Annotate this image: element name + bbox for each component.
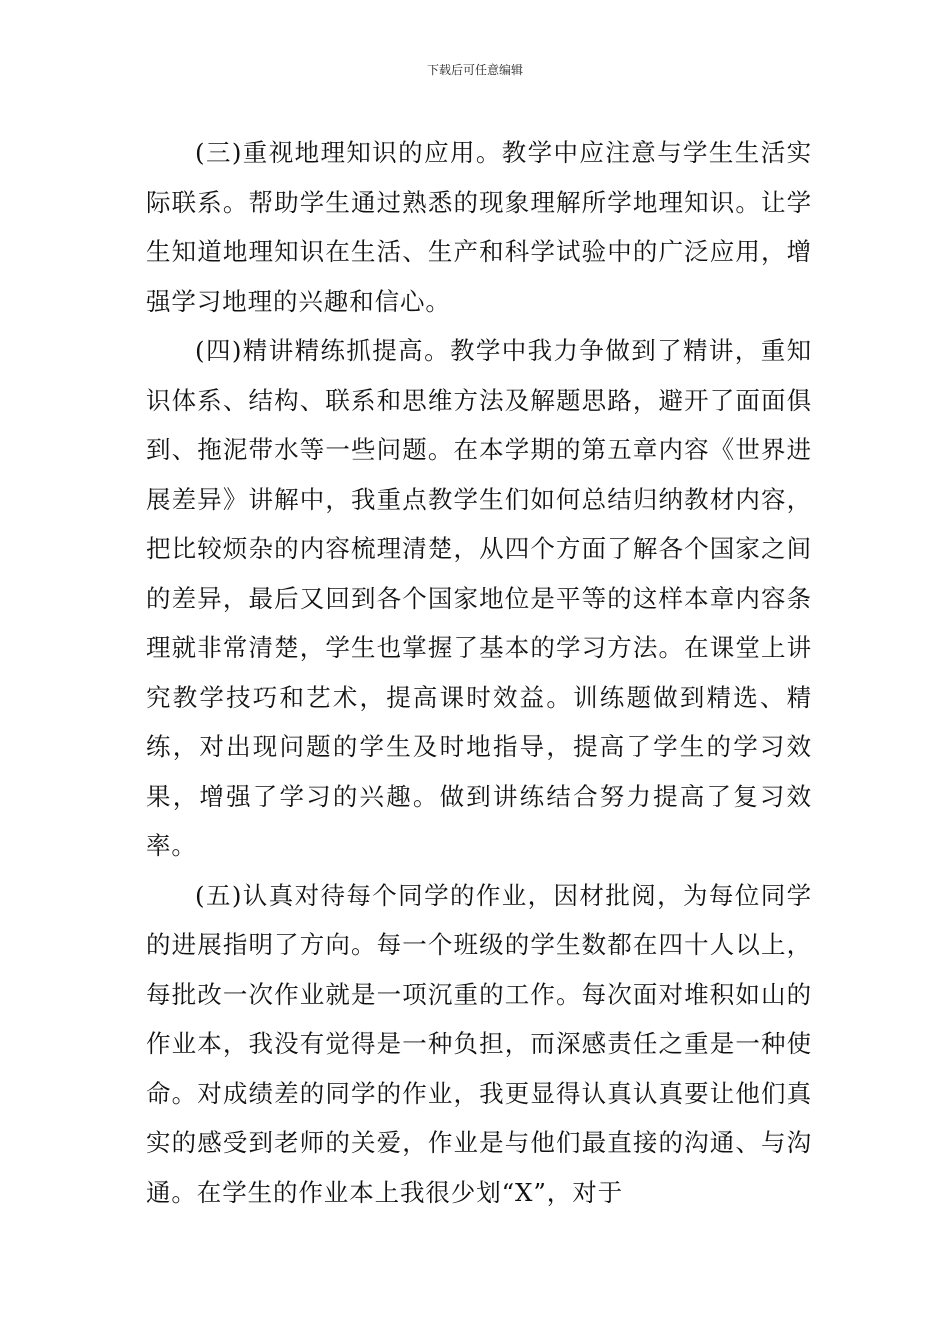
document-body xyxy=(146,128,812,1217)
paragraph-5: (五)认真对待每个同学的作业，因材批阅，为每位同学的进展指明了方向。每一个班级的学生数都在四十人以上，每批改一次作业就是一项沉重的工作。每次面对堆积如山的作业本，我没有觉得是一种负担，而深感责任之重是一种使命。对成绩差的同学的作业，我更显得认真认真要让他们真实的感受到老师的关爱，作业是与他们最直接的沟通、与沟通。在学生的作业本上我很少划“X”，对于 xyxy=(146,880,812,1207)
paragraph-4: (四)精讲精练抓提高。教学中我力争做到了精讲，重知识体系、结构、联系和思维方法及解题思路，避开了面面俱到、拖泥带水等一些问题。在本学期的第五章内容《世界进展差异》讲解中，我重点教学生们如何总结归纳教材内容，把比较烦杂的内容梳理清楚，从四个方面了解各个国家之间的差异，最后又回到各个国家地位是平等的这样本章内容条理就非常清楚，学生也掌握了基本的学习方法。在课堂上讲究教学技巧和艺术，提高课时效益。训练题做到精选、精练，对出现问题的学生及时地指导，提高了学生的学习效果，增强了学习的兴趣。做到讲练结合努力提高了复习效率。 xyxy=(146,336,812,860)
page-header: 下载后可任意编辑 xyxy=(426,63,523,77)
paragraph-3: (三)重视地理知识的应用。教学中应注意与学生生活实际联系。帮助学生通过熟悉的现象理解所学地理知识。让学生知道地理知识在生活、生产和科学试验中的广泛应用，增强学习地理的兴趣和信心。 xyxy=(146,138,812,316)
